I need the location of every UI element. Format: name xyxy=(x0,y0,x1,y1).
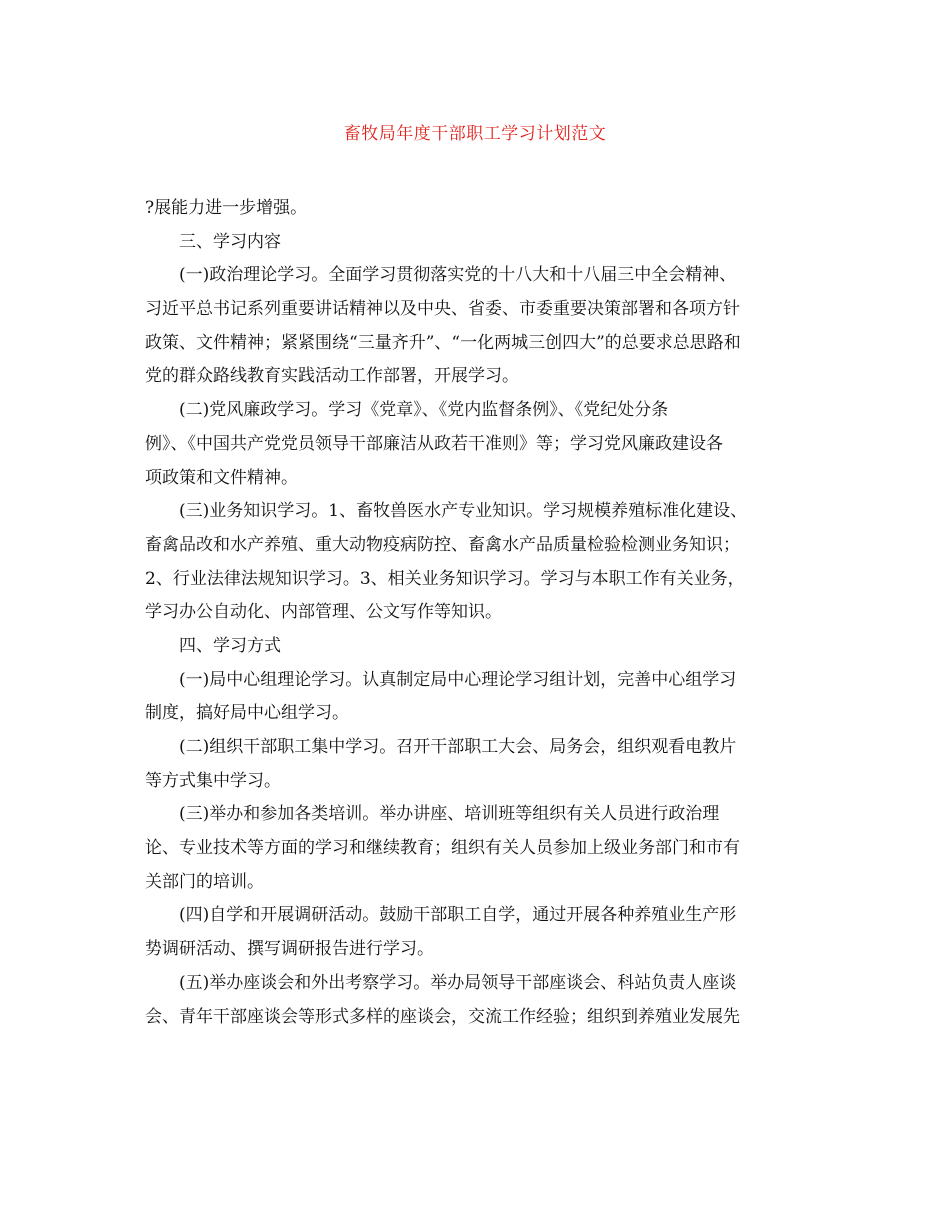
text-line: (二)党风廉政学习。学习《党章》、《党内监督条例》、《党纪处分条 xyxy=(179,400,669,421)
text-line: 三、学习内容 xyxy=(179,231,281,252)
text-line: 党的群众路线教育实践活动工作部署，开展学习。 xyxy=(145,366,519,387)
text-line: 势调研活动、撰写调研报告进行学习。 xyxy=(145,939,434,960)
text-line: 论、专业技术等方面的学习和继续教育；组织有关人员参加上级业务部门和市有 xyxy=(145,838,740,859)
text-line: (三)举办和参加各类培训。举办讲座、培训班等组织有关人员进行政治理 xyxy=(179,804,720,825)
document-title: 畜牧局年度干部职工学习计划范文 xyxy=(343,124,607,144)
document-body xyxy=(145,192,800,1034)
text-line: 畜禽品改和水产养殖、重大动物疫病防控、畜禽水产品质量检验检测业务知识； xyxy=(145,534,740,555)
text-line: 习近平总书记系列重要讲话精神以及中央、省委、市委重要决策部署和各项方针 xyxy=(145,299,740,320)
text-line: (三)业务知识学习。1、畜牧兽医水产专业知识。学习规模养殖标准化建设、 xyxy=(179,501,748,522)
text-line: (一)政治理论学习。全面学习贯彻落实党的十八大和十八届三中全会精神、 xyxy=(179,265,737,286)
text-line: 学习办公自动化、内部管理、公文写作等知识。 xyxy=(145,602,502,623)
text-line: 政策、文件精神；紧紧围绕“三量齐升”、“一化两城三创四大”的总要求总思路和 xyxy=(145,332,741,353)
text-line: (五)举办座谈会和外出考察学习。举办局领导干部座谈会、科站负责人座谈 xyxy=(179,972,737,993)
text-line: 制度，搞好局中心组学习。 xyxy=(145,703,349,724)
text-line: (二)组织干部职工集中学习。召开干部职工大会、局务会，组织观看电教片 xyxy=(179,737,737,757)
text-line: 例》、《中国共产党党员领导干部廉洁从政若干准则》等；学习党风廉政建设各 xyxy=(145,433,723,454)
text-line: 关部门的培训。 xyxy=(145,871,264,892)
text-line: 项政策和文件精神。 xyxy=(145,467,298,488)
text-line: 会、青年干部座谈会等形式多样的座谈会，交流工作经验；组织到养殖业发展先 xyxy=(145,1006,740,1027)
text-line: 2、行业法律法规知识学习。3、相关业务知识学习。学习与本职工作有关业务， xyxy=(145,568,745,589)
text-line: (一)局中心组理论学习。认真制定局中心理论学习组计划，完善中心组学习 xyxy=(179,669,737,690)
text-line: (四)自学和开展调研活动。鼓励干部职工自学，通过开展各种养殖业生产形 xyxy=(179,905,737,926)
text-line: 等方式集中学习。 xyxy=(145,770,281,791)
text-line: 四、学习方式 xyxy=(179,635,281,656)
text-line: ?展能力进一步增强。 xyxy=(145,198,308,218)
